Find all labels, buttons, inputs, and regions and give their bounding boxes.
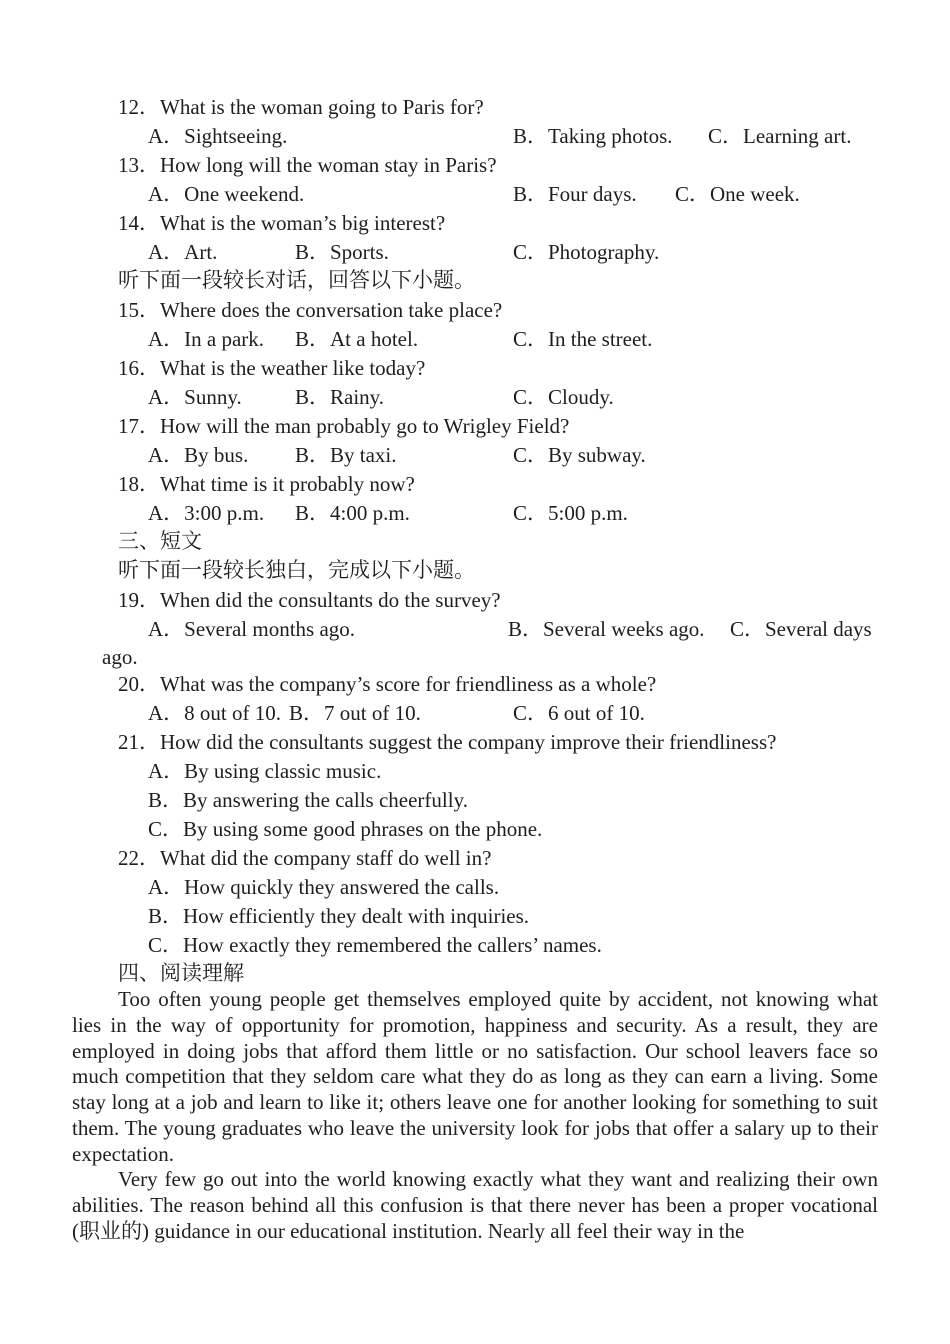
question-15-option-c: C．In the street. xyxy=(513,327,653,351)
question-16-option-c: C．Cloudy. xyxy=(513,385,614,409)
question-18-option-a: A．3:00 p.m. xyxy=(148,501,265,525)
question-17-option-a: A．By bus. xyxy=(148,443,249,467)
question-16-option-a: A．Sunny. xyxy=(148,385,242,409)
question-21-option-b: B．By answering the calls cheerfully. xyxy=(148,788,468,812)
question-12-option-b: B．Taking photos. xyxy=(513,124,673,148)
question-17-stem: 17．How will the man probably go to Wrigley Field? xyxy=(118,414,570,438)
question-13-option-a: A．One weekend. xyxy=(148,182,305,206)
question-18-option-b: B．4:00 p.m. xyxy=(295,501,410,525)
section-3-title: 三、短文 xyxy=(118,529,202,553)
question-13-option-c: C．One week. xyxy=(675,182,800,206)
question-19-option-c-wrap: ago. xyxy=(102,645,138,669)
question-14-option-c: C．Photography. xyxy=(513,240,660,264)
question-20-option-a: A．8 out of 10. xyxy=(148,701,281,725)
instruction-monologue: 听下面一段较长独白，完成以下小题。 xyxy=(118,558,475,582)
question-22-stem: 22．What did the company staff do well in? xyxy=(118,846,492,870)
question-14-stem: 14．What is the woman’s big interest? xyxy=(118,211,446,235)
question-20-option-c: C．6 out of 10. xyxy=(513,701,645,725)
question-21-option-a: A．By using classic music. xyxy=(148,759,382,783)
question-22-option-c: C．How exactly they remembered the callers’ names. xyxy=(148,933,602,957)
question-18-option-c: C．5:00 p.m. xyxy=(513,501,628,525)
question-15-stem: 15．Where does the conversation take place? xyxy=(118,298,503,322)
question-15-option-b: B．At a hotel. xyxy=(295,327,419,351)
question-12-option-a: A．Sightseeing. xyxy=(148,124,288,148)
question-13-stem: 13．How long will the woman stay in Paris? xyxy=(118,153,497,177)
instruction-long-dialogue: 听下面一段较长对话，回答以下小题。 xyxy=(118,268,475,292)
question-16-stem: 16．What is the weather like today? xyxy=(118,356,426,380)
question-18-stem: 18．What time is it probably now? xyxy=(118,472,415,496)
question-20-option-b: B．7 out of 10. xyxy=(289,701,421,725)
question-22-option-a: A．How quickly they answered the calls. xyxy=(148,875,500,899)
question-19-stem: 19．When did the consultants do the survey? xyxy=(118,588,501,612)
question-19-option-a: A．Several months ago. xyxy=(148,617,356,641)
reading-paragraph-2: Very few go out into the world knowing exactly what they want and realizing their own abilities. The reason behind all this confusion is that there never has been a proper vocational (职业的) guidance in our educational institution. Nearly all feel their way in the xyxy=(72,1167,878,1243)
question-17-option-c: C．By subway. xyxy=(513,443,646,467)
question-19-option-c: C．Several days xyxy=(730,617,872,641)
question-13-option-b: B．Four days. xyxy=(513,182,637,206)
question-19-option-b: B．Several weeks ago. xyxy=(508,617,705,641)
section-4-title: 四、阅读理解 xyxy=(118,961,244,985)
question-20-stem: 20．What was the company’s score for friendliness as a whole? xyxy=(118,672,657,696)
question-14-option-a: A．Art. xyxy=(148,240,218,264)
question-15-option-a: A．In a park. xyxy=(148,327,265,351)
question-21-option-c: C．By using some good phrases on the phone. xyxy=(148,817,543,841)
reading-paragraph-1: Too often young people get themselves employed quite by accident, not knowing what lies in the way of opportunity for promotion, happiness and security. As a result, they are employed in doing jobs that afford them little or no satisfaction. Our school leavers face so much competition that they seldom care what they do as long as they can earn a living. Some stay long at a job and learn to like it; others leave one for another looking for something to suit them. The young graduates who leave the university look for jobs that offer a salary up to their expectation. xyxy=(72,987,878,1166)
question-16-option-b: B．Rainy. xyxy=(295,385,385,409)
question-17-option-b: B．By taxi. xyxy=(295,443,397,467)
question-22-option-b: B．How efficiently they dealt with inquiries. xyxy=(148,904,530,928)
question-12-option-c: C．Learning art. xyxy=(708,124,852,148)
question-14-option-b: B．Sports. xyxy=(295,240,389,264)
question-12-stem: 12．What is the woman going to Paris for? xyxy=(118,95,484,119)
question-21-stem: 21．How did the consultants suggest the company improve their friendliness? xyxy=(118,730,777,754)
